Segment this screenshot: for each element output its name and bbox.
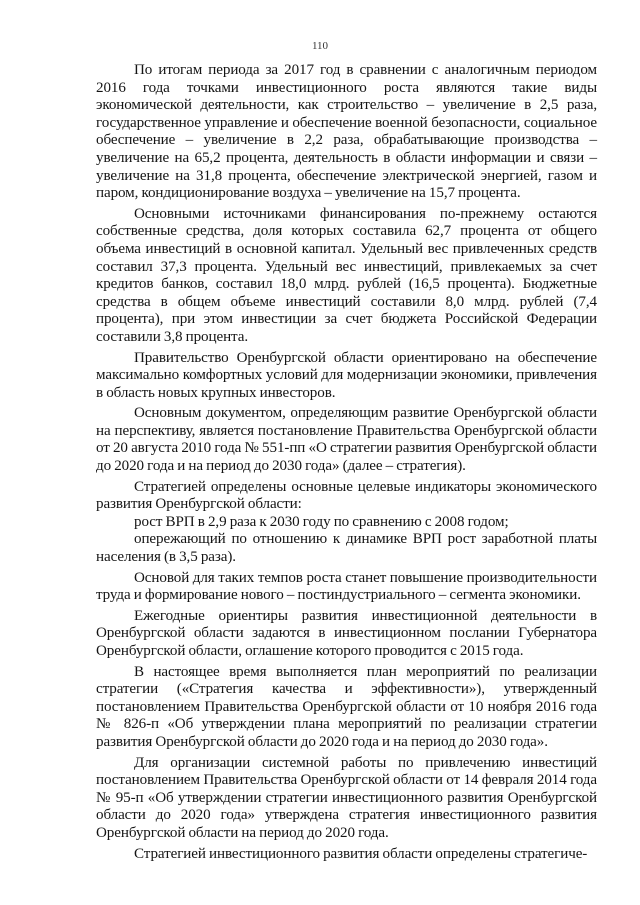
paragraph-annual-guidelines: Ежегодные ориентиры развития инвестиционной деятельности в Оренбургской области задаются в инвестиционном послании Губернатора Оренбургской области, оглашение которого проводится с 2015 года.: [96, 607, 597, 659]
paragraph-investment-strategy: Для организации системной работы по привлечению инвестиций постановлением Правительства Оренбургской области от 14 февраля 2014 года № 95-п «Об утверждении стратегии инвестиционного развития Оренбургской области до 2020 года» утверждена стратегия инвестиционного развития Оренбургской области на период до 2020 года.: [96, 754, 597, 841]
paragraph-target-indicators: Стратегией определены основные целевые индикаторы экономического развития Оренбургской области:: [96, 478, 597, 513]
paragraph-government-orientation: Правительство Оренбургской области ориентировано на обеспечение максимально комфортных условий для модернизации экономики, привлечения в область новых крупных инвесторов.: [96, 349, 597, 401]
paragraph-wage-growth: опережающий по отношению к динамике ВРП рост заработной платы населения (в 3,5 раза).: [96, 531, 597, 566]
document-body: [96, 62, 597, 863]
paragraph-main-document: Основным документом, определяющим развитие Оренбургской области на перспективу, является постановление Правительства Оренбургской области от 20 августа 2010 года № 551-пп «О стратегии развития Оренбургской области до 2020 года и на период до 2030 года» (далее – стратегия).: [96, 405, 597, 475]
paragraph-strategic-directions: Стратегией инвестиционного развития области определены стратегиче-: [134, 845, 588, 862]
page-number: 110: [311, 40, 329, 52]
paragraph-grp-growth: рост ВРП в 2,9 раза к 2030 году по сравнению с 2008 годом;: [134, 513, 509, 530]
paragraph-action-plan: В настоящее время выполняется план мероприятий по реализации стратегии («Стратегия качества и эффективности»), утвержденный постановлением Правительства Оренбургской области от 10 ноября 2016 года № 826-п «Об утверждении плана мероприятий по реализации стратегии развития Оренбургской области до 2020 года и на период до 2030 года».: [96, 663, 597, 750]
paragraph-productivity: Основой для таких темпов роста станет повышение производительности труда и формирование нового – постиндустриального – сегмента экономики.: [96, 569, 597, 604]
paragraph-financing-sources: Основными источниками финансирования по-прежнему остаются собственные средства, доля которых составила 62,7 процента от общего объема инвестиций в основной капитал. Удельный вес привлеченных средств составил 37,3 процента. Удельный вес инвестиций, привлекаемых за счет кредитов банков, составил 18,0 млрд. рублей (16,5 процента). Бюджетные средства в общем объеме инвестиций составили 8,0 млрд. рублей (7,4 процента), при этом инвестиции за счет бюджета Российской Федерации составили 3,8 процента.: [96, 205, 597, 345]
paragraph-investment-growth: По итогам периода за 2017 год в сравнении с аналогичным периодом 2016 года точками инвестиционного роста являются такие виды экономической деятельности, как строительство – увеличение в 2,5 раза, государственное управление и обеспечение военной безопасности, социальное обеспечение – увеличение в 2,2 раза, обрабатывающие производства – увеличение на 65,2 процента, деятельность в области информации и связи – увеличение на 31,8 процента, обеспечение электрической энергией, газом и паром, кондиционирование воздуха – увеличение на 15,7 процента.: [96, 62, 597, 202]
